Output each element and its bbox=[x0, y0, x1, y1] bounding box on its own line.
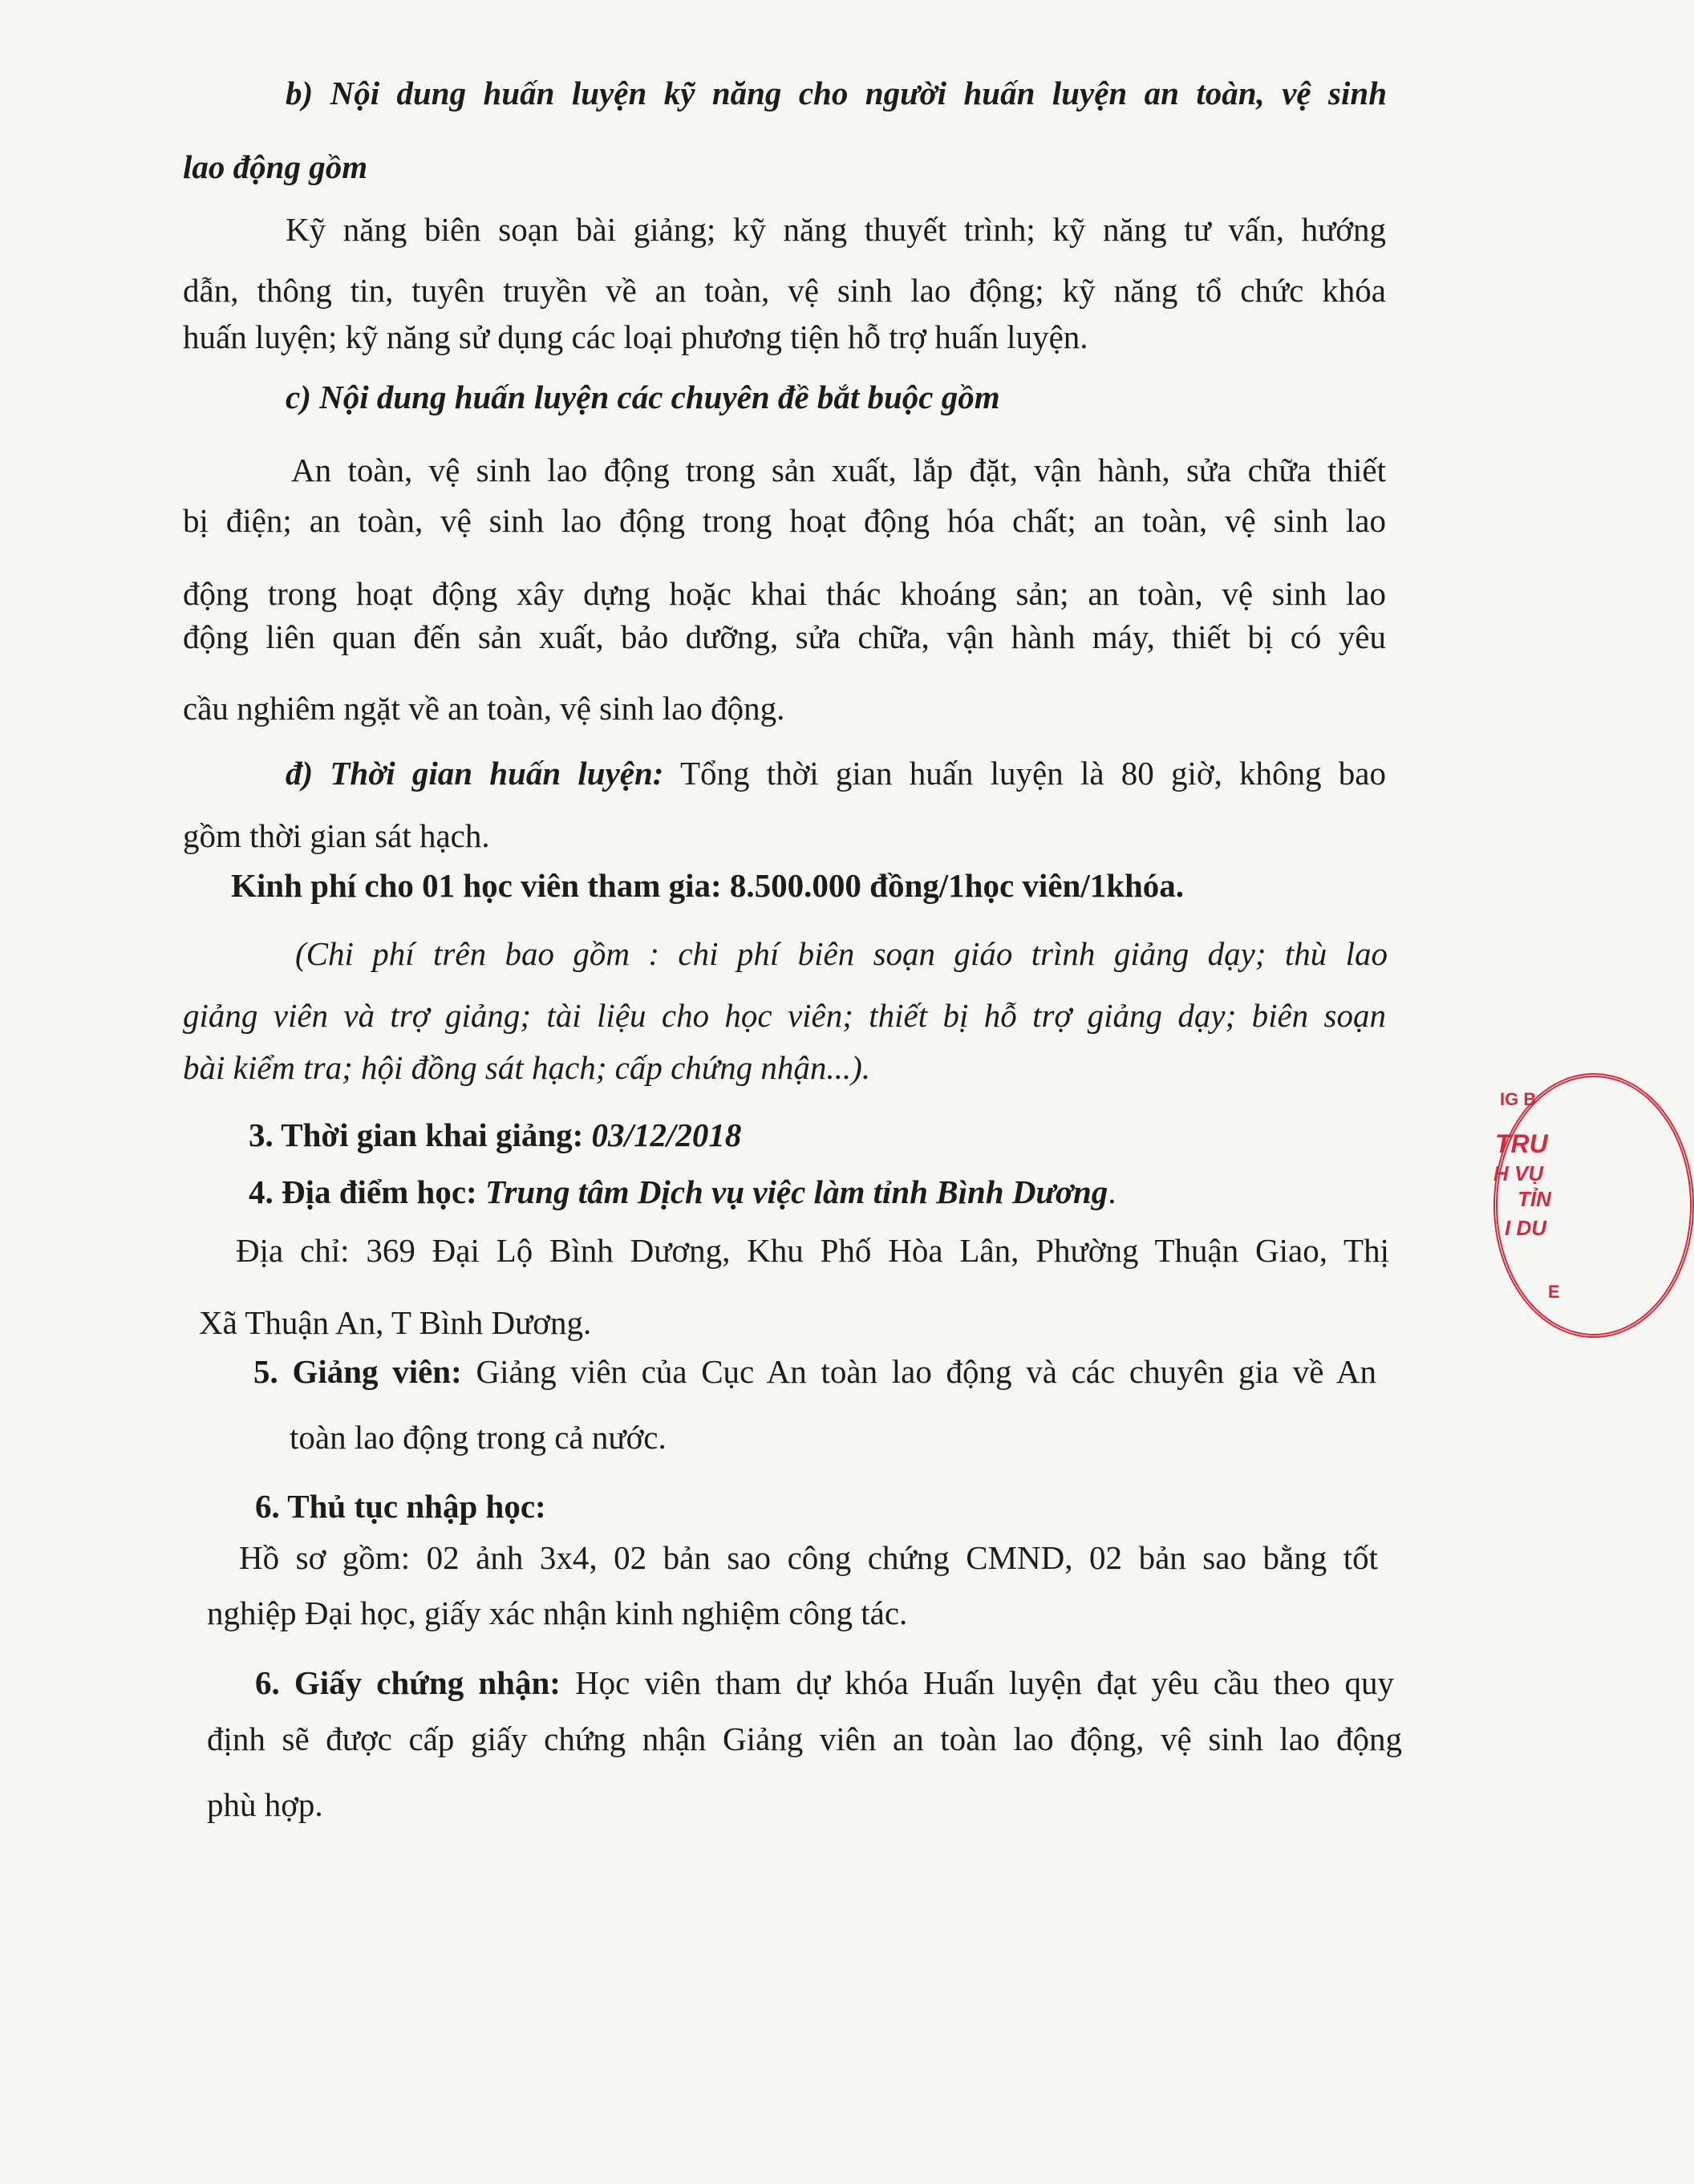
stamp-text-1: IG B bbox=[1500, 1089, 1537, 1109]
stamp-text-6: E bbox=[1548, 1282, 1560, 1302]
item5-label: 5. Giảng viên: bbox=[253, 1353, 462, 1390]
section-c-body-line4: động liên quan đến sản xuất, bảo dưỡng, sửa chữa, vận hành máy, thiết bị có yêu bbox=[183, 618, 1386, 655]
section-c-body-line2: bị điện; an toàn, vệ sinh lao động trong hoạt động hóa chất; an toàn, vệ sinh lao bbox=[183, 502, 1386, 539]
section-b-body-line3: huấn luyện; kỹ năng sử dụng các loại phương tiện hỗ trợ huấn luyện. bbox=[183, 318, 1088, 355]
section-b-body-line1: Kỹ năng biên soạn bài giảng; kỹ năng thuyết trình; kỹ năng tư vấn, hướng bbox=[286, 211, 1386, 248]
section-c-body-line1: An toàn, vệ sinh lao động trong sản xuất, lắp đặt, vận hành, sửa chữa thiết bbox=[291, 452, 1386, 488]
item3-label: 3. Thời gian khai giảng: bbox=[249, 1116, 592, 1153]
stamp-text-3: H VỤ bbox=[1493, 1161, 1544, 1185]
item6b-text-line1: Học viên tham dự khóa Huấn luyện đạt yêu cầu theo quy bbox=[560, 1664, 1394, 1701]
item5-text-line1: Giảng viên của Cục An toàn lao động và các chuyên gia về An bbox=[461, 1353, 1376, 1390]
item6b-line2: định sẽ được cấp giấy chứng nhận Giảng viên an toàn lao động, vệ sinh lao động bbox=[207, 1720, 1402, 1757]
fee-note-line1: (Chi phí trên bao gồm : chi phí biên soạn giáo trình giảng dạy; thù lao bbox=[295, 935, 1388, 972]
item6a-line2: nghiệp Đại học, giấy xác nhận kinh nghiệm công tác. bbox=[207, 1594, 908, 1631]
section-c-body-line3: động trong hoạt động xây dựng hoặc khai thác khoáng sản; an toàn, vệ sinh lao bbox=[183, 575, 1386, 612]
stamp-text-4: TỈN bbox=[1518, 1187, 1551, 1211]
stamp-text-5: I DU bbox=[1505, 1216, 1546, 1240]
red-stamp bbox=[1485, 1067, 1590, 1339]
item4-tail: . bbox=[1108, 1173, 1116, 1210]
item4-line bbox=[249, 1169, 1452, 1214]
item6a-label: 6. Thủ tục nhập học: bbox=[255, 1488, 546, 1525]
item4-value: Trung tâm Dịch vụ việc làm tỉnh Bình Dương bbox=[484, 1173, 1108, 1210]
section-b-heading-line1: b) Nội dung huấn luyện kỹ năng cho người huấn luyện an toàn, vệ sinh bbox=[286, 75, 1387, 111]
item6b-line1 bbox=[255, 1660, 1394, 1705]
section-b-body-line2: dẫn, thông tin, tuyên truyền về an toàn, vệ sinh lao động; kỹ năng tổ chức khóa bbox=[183, 272, 1386, 309]
section-d-label: đ) Thời gian huấn luyện: bbox=[286, 755, 664, 792]
section-d-text-line1: Tổng thời gian huấn luyện là 80 giờ, không bao bbox=[663, 755, 1386, 792]
item6b-label: 6. Giấy chứng nhận: bbox=[255, 1664, 561, 1701]
item5-line1 bbox=[253, 1349, 1376, 1394]
section-b-heading-line2: lao động gồm bbox=[183, 148, 368, 185]
item4-label: 4. Địa điểm học: bbox=[249, 1173, 485, 1210]
item6b-line3: phù hợp. bbox=[207, 1786, 323, 1823]
section-c-heading: c) Nội dung huấn luyện các chuyên đề bắt buộc gồm bbox=[286, 379, 1000, 415]
fee-note-line3: bài kiểm tra; hội đồng sát hạch; cấp chứng nhận...). bbox=[183, 1049, 871, 1086]
fee-line: Kinh phí cho 01 học viên tham gia: 8.500.000 đồng/1học viên/1khóa. bbox=[231, 867, 1185, 904]
item6a-line1: Hồ sơ gồm: 02 ảnh 3x4, 02 bản sao công chứng CMND, 02 bản sao bằng tốt bbox=[239, 1539, 1378, 1576]
section-c-body-line5: cầu nghiêm ngặt về an toàn, vệ sinh lao động. bbox=[183, 690, 785, 727]
stamp-text-2: TRU bbox=[1495, 1129, 1548, 1158]
item3-line bbox=[249, 1112, 1452, 1157]
section-d-line1 bbox=[286, 751, 1386, 796]
item5-line2: toàn lao động trong cả nước. bbox=[290, 1419, 667, 1456]
item4-address-line1: Địa chỉ: 369 Đại Lộ Bình Dương, Khu Phố Hòa Lân, Phường Thuận Giao, Thị bbox=[236, 1232, 1389, 1269]
item4-address-line2: Xã Thuận An, T Bình Dương. bbox=[199, 1304, 592, 1341]
item3-value: 03/12/2018 bbox=[591, 1116, 742, 1153]
section-d-line2: gồm thời gian sát hạch. bbox=[183, 817, 490, 854]
fee-note-line2: giảng viên và trợ giảng; tài liệu cho học viên; thiết bị hỗ trợ giảng dạy; biên soạn bbox=[183, 997, 1386, 1034]
